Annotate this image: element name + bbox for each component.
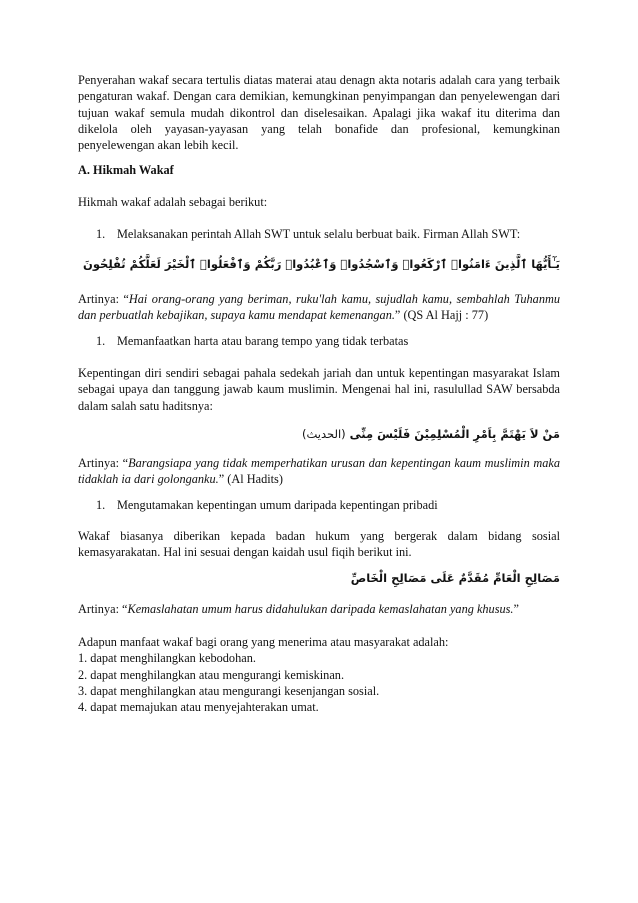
hadith-arabic-text: مَنْ لاَ يَهْتَمَّ بِاَمْرِ الْمُسْلِمِيْنَ فَلَيْسَ مِنِّى <box>349 427 560 441</box>
list-item-text: Mengutamakan kepentingan umum daripada kepentingan pribadi <box>117 498 438 512</box>
benefit-item: 4. dapat memajukan atau menyejahterakan umat. <box>78 700 319 715</box>
kaidah-arabic: مَصَالِحِ الْعَامِّ مُقَدَّمٌ عَلَى مَصَالِحِ الْخَاصِّ <box>350 571 560 585</box>
translation-text: Barangsiapa yang tidak memperhatikan urusan dan kepentingan kaum muslimin maka tidaklah ia dari golonganku. <box>78 456 560 487</box>
translation-prefix: Artinya: “ <box>78 292 129 306</box>
list-item-3 <box>96 497 560 513</box>
benefits-intro: Adapun manfaat wakaf bagi orang yang menerima atau masyarakat adalah: <box>78 635 449 649</box>
quran-verse-arabic: يَـٰٓأَيُّهَا ٱلَّذِينَ ءَامَنُوا۟ ٱرْكَعُوا۟ وَٱسْجُدُوا۟ وَٱعْبُدُوا۟ رَبَّكُمْ وَٱفْعَلُوا۟ ٱلْخَيْرَ لَعَلَّكُمْ تُفْلِحُونَ <box>83 257 560 271</box>
translation-prefix: Artinya: “ <box>78 602 128 616</box>
list-item-2 <box>96 333 560 349</box>
translation-3 <box>78 601 560 617</box>
list-item-text: Melaksanakan perintah Allah SWT untuk selalu berbuat baik. Firman Allah SWT: <box>117 227 521 241</box>
section-intro: Hikmah wakaf adalah sebagai berikut: <box>78 195 268 209</box>
paragraph-3: Wakaf biasanya diberikan kepada badan hukum yang bergerak dalam bidang sosial kemasyarakatan. Hal ini sesuai dengan kaidah usul fiqih berikut ini. <box>78 529 560 560</box>
intro-paragraph: Penyerahan wakaf secara tertulis diatas materai atau denagn akta notaris adalah cara yang terbaik pengaturan wakaf. Dengan cara demikian, kemungkinan penyimpangan dan penyelewengan dari tujuan wakaf semula mudah dikontrol dan diselesaikan. Apalagi jika wakaf itu diterima dan dikelola oleh yayasan-yayasan yang telah bonafide dan profesional, kemungkinan penyelewengan akan lebih kecil. <box>78 73 560 153</box>
hadith-arabic <box>78 425 560 443</box>
benefits-section <box>78 634 560 715</box>
benefit-item: 3. dapat menghilangkan atau mengurangi kesenjangan sosial. <box>78 683 380 698</box>
benefit-item: 1. dapat menghilangkan kebodohan. <box>78 651 256 666</box>
list-number: 1. <box>96 227 106 241</box>
translation-text: Kemaslahatan umum harus didahulukan daripada kemaslahatan yang khusus. <box>127 602 514 616</box>
list-number: 1. <box>96 334 106 348</box>
translation-suffix: ” (QS Al Hajj : 77) <box>394 308 489 323</box>
translation-1 <box>78 291 560 324</box>
list-item-1 <box>96 226 560 242</box>
list-number: 1. <box>96 498 106 512</box>
translation-2 <box>78 455 560 488</box>
benefit-item: 2. dapat menghilangkan atau mengurangi kemiskinan. <box>78 667 345 682</box>
list-item-text: Memanfaatkan harta atau barang tempo yang tidak terbatas <box>117 334 409 348</box>
translation-suffix: ” (Al Hadits) <box>218 472 283 487</box>
translation-text: Hai orang-orang yang beriman, ruku'lah kamu, sujudlah kamu, sembahlah Tuhanmu dan perbuatlah kebajikan, supaya kamu mendapat kemenangan. <box>78 292 560 323</box>
translation-prefix: Artinya: “ <box>78 456 129 470</box>
hadith-arabic-note: (الحديث) <box>302 427 346 441</box>
section-heading: A. Hikmah Wakaf <box>78 163 174 177</box>
paragraph-2: Kepentingan diri sendiri sebagai pahala sedekah jariah dan untuk kepentingan masyarakat Islam sebagai upaya dan tanggung jawab kaum muslimin. Mengenai hal ini, rasulullad SAW bersabda dalam salah satu haditsnya: <box>78 366 560 413</box>
translation-suffix: ” <box>513 602 519 616</box>
